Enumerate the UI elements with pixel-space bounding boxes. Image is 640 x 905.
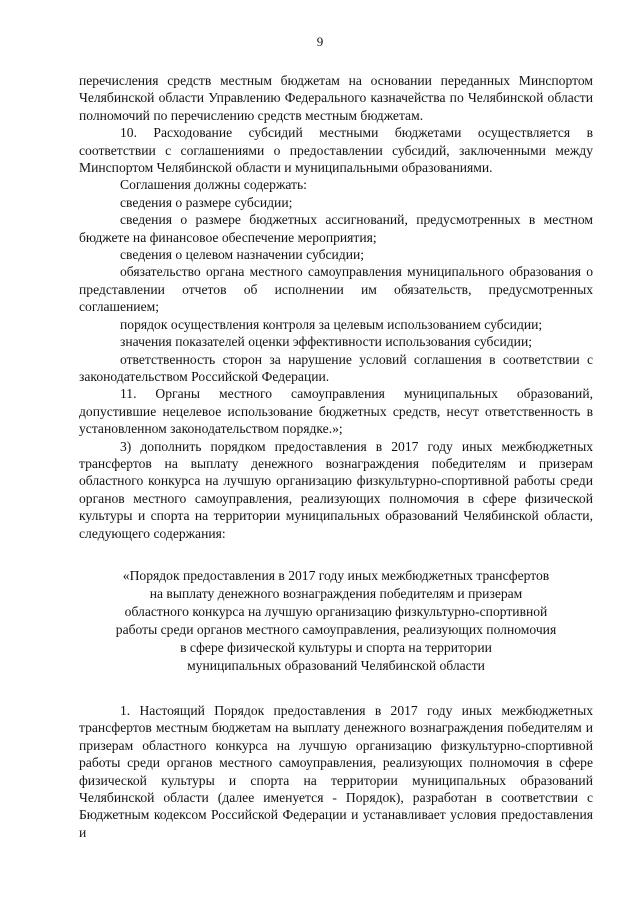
document-body <box>79 72 593 841</box>
section-heading <box>79 567 593 675</box>
page-number: 9 <box>316 34 324 49</box>
heading-line: работы среди органов местного самоуправления, реализующих полномочия <box>115 621 557 637</box>
heading-line: областного конкурса на лучшую организацию физкультурно-спортивной <box>124 603 548 619</box>
paragraph: перечисления средств местным бюджетам на основании переданных Минспортом Челябинской области Управлению Федерального казначейства по Челябинской области полномочий по перечислению средств местным бюджетам. <box>79 73 593 123</box>
paragraph: сведения о размере бюджетных ассигнований, предусмотренных в местном бюджете на финансовое обеспечение мероприятия; <box>79 212 593 245</box>
paragraphs-after <box>79 702 593 841</box>
paragraph: 11. Органы местного самоуправления муниципальных образований, допустившие нецелевое использование бюджетных средств, несут ответственность в установленном законодательством порядке.»; <box>79 386 593 437</box>
paragraph: сведения о целевом назначении субсидии; <box>120 247 365 263</box>
paragraph: Соглашения должны содержать: <box>120 177 307 193</box>
paragraph: порядок осуществления контроля за целевым использованием субсидии; <box>120 316 543 332</box>
paragraph: 10. Расходование субсидий местными бюджетами осуществляется в соответствии с соглашениями о предоставлении субсидий, заключенными между Минспортом Челябинской области и муниципальными образованиями. <box>79 125 593 176</box>
paragraph: 3) дополнить порядком предоставления в 2017 году иных межбюджетных трансфертов на выплату денежного вознаграждения победителям и призерам областного конкурса на лучшую организацию физкультурно-спортивной работы среди органов местного самоуправления, реализующих полномочия в сфере физической культуры и спорта на территории муниципальных образований Челябинской области, следующего содержания: <box>79 438 593 541</box>
heading-line: муниципальных образований Челябинской области <box>187 657 485 673</box>
paragraph: значения показателей оценки эффективности использования субсидии; <box>120 334 533 350</box>
heading-line: «Порядок предоставления в 2017 году иных межбюджетных трансфертов <box>122 567 550 583</box>
paragraph: ответственность сторон за нарушение условий соглашения в соответствии с законодательством Российской Федерации. <box>79 351 593 384</box>
heading-line: в сфере физической культуры и спорта на территории <box>180 639 492 655</box>
heading-line: на выплату денежного вознаграждения победителям и призерам <box>149 585 523 601</box>
paragraph: обязательство органа местного самоуправления муниципального образования о представлении отчетов об исполнении им обязательств, предусмотренных соглашением; <box>79 264 593 315</box>
paragraph: сведения о размере субсидии; <box>120 194 293 210</box>
paragraph: 1. Настоящий Порядок предоставления в 2017 году иных межбюджетных трансфертов местным бюджетам на выплату денежного вознаграждения победителям и призерам областного конкурса на лучшую организацию физкультурно-спортивной работы среди органов местного самоуправления, реализующих полномочия в сфере физической культуры и спорта на территории муниципальных образований Челябинской области (далее именуется - Порядок), разработан в соответствии с Бюджетным кодексом Российской Федерации и устанавливает условия предоставления и <box>79 702 593 840</box>
paragraphs-before <box>79 72 593 542</box>
